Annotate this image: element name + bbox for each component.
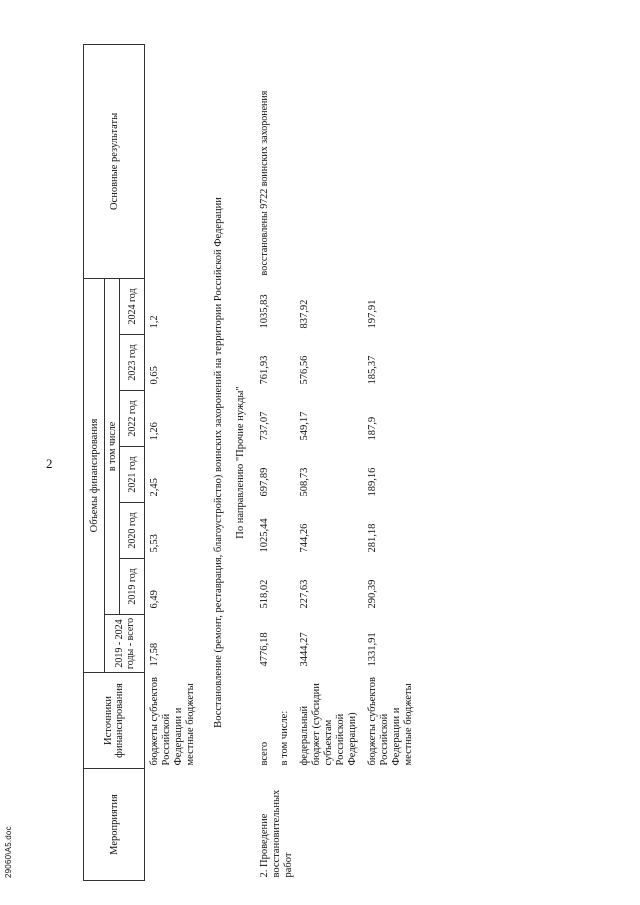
- year-value: [275, 559, 295, 615]
- year-value: 576,56: [299, 355, 310, 385]
- total-cell: 4776,18: [259, 632, 270, 667]
- year-value: 290,39: [367, 579, 378, 609]
- header-results: Основные результаты: [84, 44, 145, 278]
- year-value: 2,45: [149, 478, 160, 497]
- total-cell: 3444,27: [299, 632, 310, 667]
- footer-filename: 29060\А5.doc: [4, 826, 13, 878]
- source-cell: всего: [259, 741, 270, 766]
- header-volumes: Объемы финансирования: [84, 278, 105, 672]
- table-header: [84, 44, 145, 880]
- year-value: 697,89: [259, 467, 270, 497]
- year-value: 508,73: [299, 467, 310, 497]
- section-title: Восстановление (ремонт, реставрация, благоустройство) воинских захоронений на территории Российской Федерации: [213, 197, 224, 728]
- financing-table: [83, 44, 419, 881]
- year-value: 227,63: [299, 579, 310, 609]
- year-value: 189,16: [367, 467, 378, 497]
- year-value: [275, 335, 295, 391]
- header-events: Мероприятия: [84, 769, 145, 881]
- subsection-title: По направлению "Прочие нужды": [235, 386, 246, 539]
- subsection-title-row: [229, 44, 255, 880]
- year-value: 1025,44: [259, 518, 270, 553]
- source-cell: федеральный бюджет (субсидии субъектам Российской Федерации): [299, 683, 358, 766]
- year-value: 0,65: [149, 366, 160, 385]
- total-cell: [275, 615, 295, 673]
- header-including: в том числе: [105, 278, 120, 614]
- header-sources: Источники финансирования: [84, 673, 145, 769]
- source-cell: бюджеты субъектов Российской Федерации и местные бюджеты: [367, 677, 414, 766]
- year-value: 837,92: [299, 299, 310, 329]
- header-year: 2020 год: [120, 503, 145, 559]
- result-cell: восстановлены 9722 воинских захоронения: [259, 90, 270, 276]
- total-cell: 17,58: [149, 642, 160, 667]
- year-value: 197,91: [367, 299, 378, 329]
- event-cell: [255, 769, 419, 881]
- year-value: [275, 503, 295, 559]
- header-year: 2019 год: [120, 559, 145, 615]
- source-cell: бюджеты субъектов Российской Федерации и местные бюджеты: [149, 677, 196, 766]
- year-value: 185,37: [367, 355, 378, 385]
- table-row: [255, 44, 275, 880]
- source-cell: в том числе:: [279, 710, 290, 766]
- year-value: 518,02: [259, 579, 270, 609]
- header-year: 2024 год: [120, 278, 145, 334]
- section-title-row: [201, 44, 229, 880]
- year-value: [275, 278, 295, 334]
- header-year: 2021 год: [120, 447, 145, 503]
- header-year: 2023 год: [120, 335, 145, 391]
- page-number: 2: [46, 456, 53, 471]
- year-value: 6,49: [149, 590, 160, 609]
- item-number: 2.: [259, 869, 270, 878]
- item-name: Проведение восстановительных работ: [259, 789, 294, 878]
- year-value: 549,17: [299, 411, 310, 441]
- header-year: 2022 год: [120, 391, 145, 447]
- year-value: [275, 447, 295, 503]
- year-value: 5,53: [149, 534, 160, 553]
- year-value: [275, 391, 295, 447]
- table-row: [145, 44, 202, 880]
- year-value: 1035,83: [259, 294, 270, 329]
- year-value: 737,07: [259, 411, 270, 441]
- header-total: 2019 - 2024 годы - всего: [105, 615, 145, 673]
- year-value: 1,2: [149, 315, 160, 329]
- year-value: 744,26: [299, 523, 310, 553]
- total-cell: 1331,91: [367, 632, 378, 667]
- year-value: 1,26: [149, 422, 160, 441]
- year-value: 761,93: [259, 355, 270, 385]
- year-value: 281,18: [367, 523, 378, 553]
- year-value: 187,9: [367, 416, 378, 441]
